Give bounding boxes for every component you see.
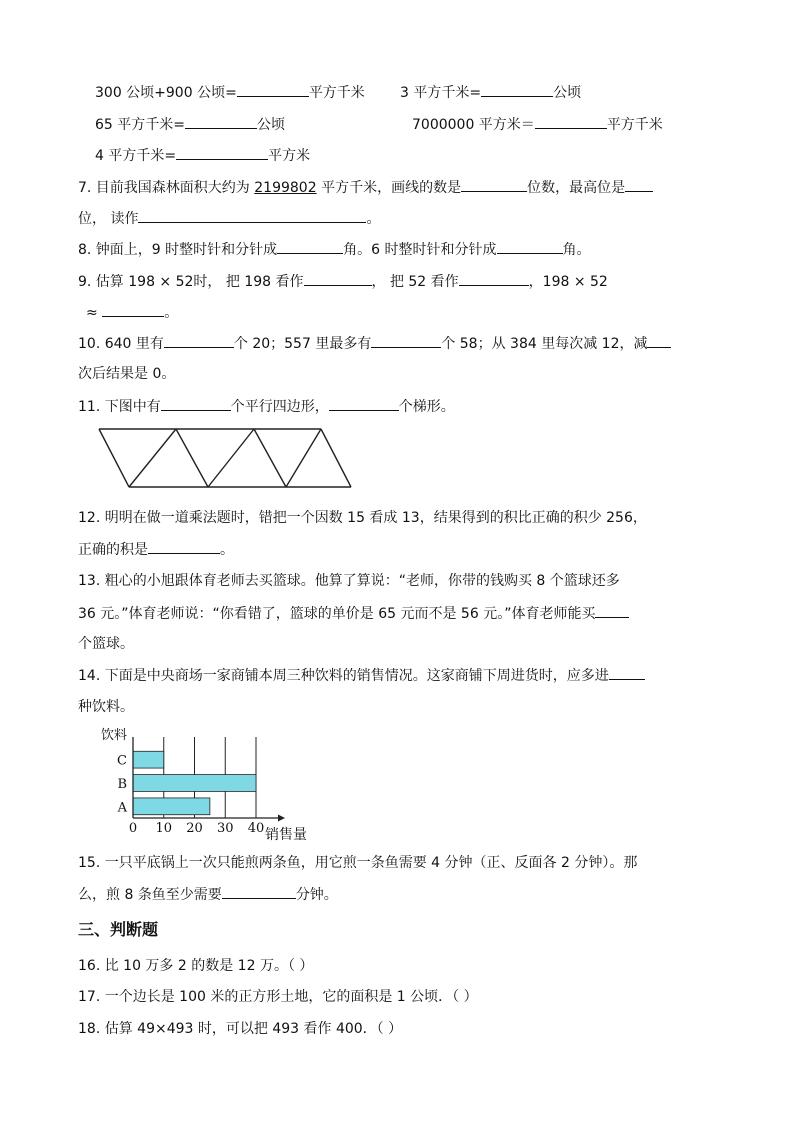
answer-blank[interactable] <box>148 539 220 554</box>
answer-blank[interactable] <box>237 82 309 97</box>
answer-blank[interactable] <box>185 114 257 129</box>
q6-row1-right: 3 平方千米= 公顷 <box>400 82 581 103</box>
question-15-line1: 15. 一只平底锅上一次只能煎两条鱼，用它煎一条鱼需要 4 分钟（正、反面各 2 分钟）。那 <box>78 855 638 871</box>
question-15-line2: 么，煎 8 条鱼至少需要 分钟。 <box>78 884 338 905</box>
chart-bar-A <box>133 798 210 815</box>
question-8: 8. 钟面上，9 时整时针和分针成 角。6 时整时针和分针成 角。 <box>78 239 591 260</box>
chart-x-axis-arrow <box>278 815 285 822</box>
question-12-line1: 12. 明明在做一道乘法题时，错把一个因数 15 看成 13，结果得到的积比正确的积少 256， <box>78 510 647 526</box>
chart-bar-C <box>133 751 164 768</box>
chart-tick-label: 10 <box>155 821 173 836</box>
answer-blank[interactable] <box>461 177 527 192</box>
answer-blank[interactable] <box>277 239 343 254</box>
answer-blank[interactable] <box>609 665 645 680</box>
quadrilateral-figure <box>96 426 356 492</box>
question-7-line1: 7. 目前我国森林面积大约为 2199802 平方千米，画线的数是 位数，最高位是 <box>78 177 653 198</box>
figure-left-edge <box>99 429 129 487</box>
question-12-line2: 正确的积是 。 <box>78 539 234 560</box>
question-10-line2: 次后结果是 0。 <box>78 366 176 382</box>
figure-diagonal <box>208 429 254 487</box>
chart-tick-label: 20 <box>186 821 203 836</box>
question-14-line1: 14. 下面是中央商场一家商铺本周三种饮料的销售情况。这家商铺下周进货时，应多进 <box>78 665 645 686</box>
section-title-judgement: 三、判断题 <box>78 920 159 939</box>
q6-row3: 4 平方千米= 平方米 <box>95 145 310 166</box>
drink-sales-bar-chart <box>95 723 325 845</box>
answer-blank[interactable] <box>329 396 399 411</box>
answer-blank[interactable] <box>497 239 563 254</box>
answer-blank[interactable] <box>625 177 653 192</box>
question-11: 11. 下图中有 个平行四边形， 个梯形。 <box>78 396 455 417</box>
answer-blank[interactable] <box>164 333 234 348</box>
answer-blank[interactable] <box>304 271 372 286</box>
q6-row2-right: 7000000 平方米＝ 平方千米 <box>412 114 663 135</box>
q6-row1-left: 300 公顷+900 公顷= 平方千米 <box>95 82 365 103</box>
answer-blank[interactable] <box>481 82 553 97</box>
question-13-line3: 个篮球。 <box>78 636 134 652</box>
question-13-line1: 13. 粗心的小旭跟体育老师去买篮球。他算了算说：“老师，你带的钱购买 8 个篮球还多 <box>78 573 620 589</box>
chart-ylabel: 饮料 <box>101 728 128 743</box>
question-18: 18. 估算 49×493 时，可以把 493 看作 400．（ ） <box>78 1021 403 1037</box>
underlined-number: 2199802 <box>254 180 317 196</box>
chart-category-label: B <box>117 777 127 792</box>
chart-category-label: C <box>117 753 127 769</box>
chart-tick-label: 40 <box>247 821 265 836</box>
figure-diagonal <box>286 429 321 487</box>
question-17: 17. 一个边长是 100 米的正方形土地，它的面积是 1 公顷．（ ） <box>78 989 478 1005</box>
chart-xlabel: 销售量 <box>265 827 307 843</box>
q6-row2-left: 65 平方千米= 公顷 <box>95 114 285 135</box>
chart-tick-label: 30 <box>216 821 234 836</box>
question-16: 16. 比 10 万多 2 的数是 12 万。（ ） <box>78 958 314 974</box>
question-13-line2: 36 元。”体育老师说：“你看错了，篮球的单价是 65 元而不是 56 元。”体育老师能买 <box>78 603 629 624</box>
question-7-line2: 位， 读作 。 <box>78 208 380 229</box>
chart-category-label: A <box>117 800 127 816</box>
answer-blank[interactable] <box>595 603 629 618</box>
question-14-line2: 种饮料。 <box>78 699 134 715</box>
chart-bar-B <box>133 775 256 792</box>
answer-blank[interactable] <box>647 333 671 348</box>
answer-blank[interactable] <box>138 208 366 223</box>
answer-blank[interactable] <box>459 271 529 286</box>
question-10-line1: 10. 640 里有 个 20；557 里最多有 个 58；从 384 里每次减 12，减 <box>78 333 671 354</box>
chart-category-labels <box>117 754 128 816</box>
figure-diagonal <box>176 429 208 487</box>
question-9-line2: ≈ 。 <box>86 302 178 323</box>
answer-blank[interactable] <box>371 333 441 348</box>
answer-blank[interactable] <box>176 145 268 160</box>
answer-blank[interactable] <box>535 114 607 129</box>
chart-tick-labels <box>129 821 264 836</box>
figure-diagonal <box>254 429 286 487</box>
chart-tick-label: 0 <box>128 821 138 836</box>
answer-blank[interactable] <box>161 396 231 411</box>
figure-right-edge <box>321 429 351 487</box>
figure-diagonal <box>129 429 176 487</box>
question-9-line1: 9. 估算 198 × 52时， 把 198 看作 ， 把 52 看作 ，198 × 52 <box>78 271 608 292</box>
answer-blank[interactable] <box>222 884 296 899</box>
answer-blank[interactable] <box>102 302 164 317</box>
